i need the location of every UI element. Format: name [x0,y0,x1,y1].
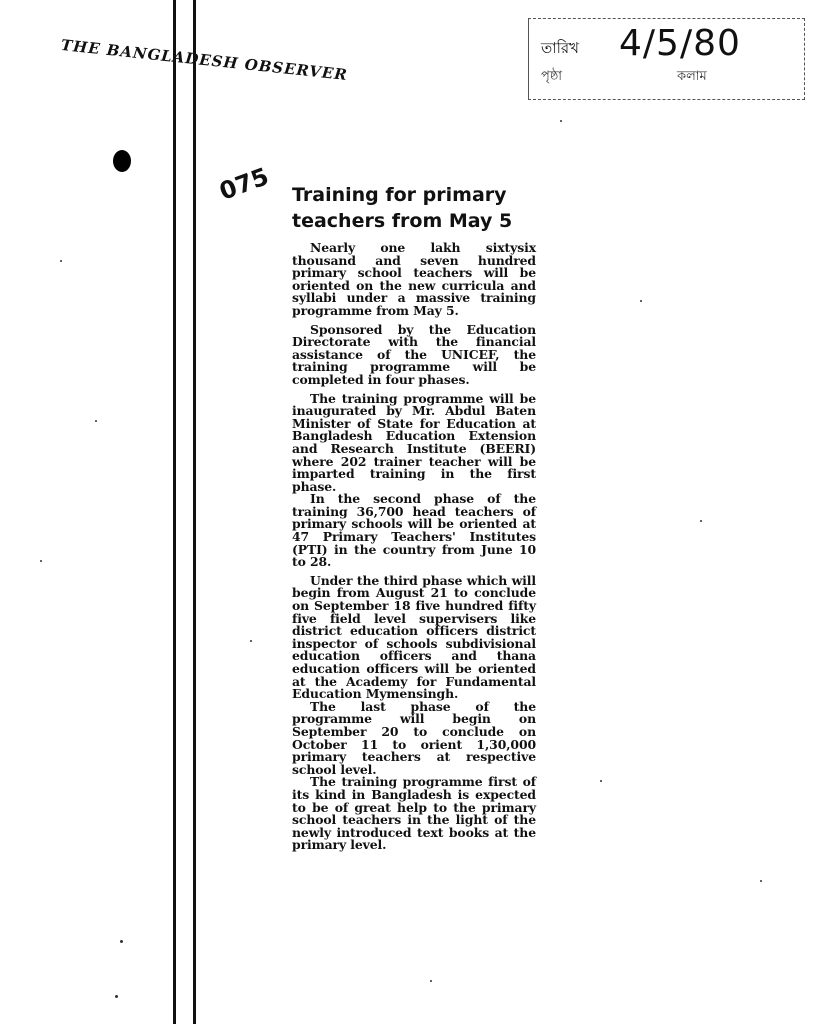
scan-speck [700,520,702,522]
scan-speck [600,780,602,782]
article-paragraph: In the second phase of the training 36,700 head teachers of primary schools will be oriented at 47 Primary Teachers' Institutes (PTI) in the country from June 10 to 28. [292,491,536,570]
scan-speck [95,420,97,422]
article-paragraph: The training programme first of its kind in Bangladesh is expected to be of great help to the primary school teachers in the light of the newly introduced text books at the primary level. [292,774,536,853]
article-headline: Training for primary teachers from May 5 [292,184,513,232]
newspaper-clipping [292,182,536,912]
stamp-date-value: 4/5/80 [619,23,741,64]
scan-speck [115,995,118,998]
newspaper-masthead: THE BANGLADESH OBSERVER [60,36,349,85]
scan-speck [640,300,642,302]
scan-speck [560,120,562,122]
archive-stamp [528,18,805,100]
article-paragraph: Nearly one lakh sixtysix thousand and seven hundred primary school teachers will be oriented on the new curricula and syllabi under a massive training programme from May 5. [292,240,536,318]
article-paragraph: The training programme will be inaugurated by Mr. Abdul Baten Minister of State for Education at Bangladesh Education Extension and Research Institute (BEERI) where 202 trainer teacher will be imparted training in the first phase. [292,390,536,494]
punch-hole [113,150,131,172]
article-paragraph: Sponsored by the Education Directorate with the financial assistance of the UNICEF, the training programme will be completed in four phases. [292,321,536,387]
scan-speck [60,260,62,262]
stamp-column-label: কলাম [677,69,707,84]
article-paragraph: The last phase of the programme will begin on September 20 to conclude on October 11 to orient 1,30,000 primary teachers at respective school level. [292,698,536,777]
article-paragraph: Under the third phase which will begin from August 21 to conclude on September 18 five hundred fifty five field level supervisers like district education officers district inspector of schools subdivisional education officers and thana education officers will be oriented at the Academy for Fundamental Education Mymensingh. [292,572,536,702]
stamp-page-label: পৃষ্ঠা [541,69,563,84]
scan-speck [760,880,762,882]
reference-number: 075 [215,162,273,206]
scan-speck [120,940,123,943]
stamp-date-label: তারিখ [541,39,579,57]
margin-line-right [193,0,196,1024]
scan-speck [40,560,42,562]
scan-speck [250,640,252,642]
scan-speck [430,980,432,982]
margin-line-left [173,0,176,1024]
